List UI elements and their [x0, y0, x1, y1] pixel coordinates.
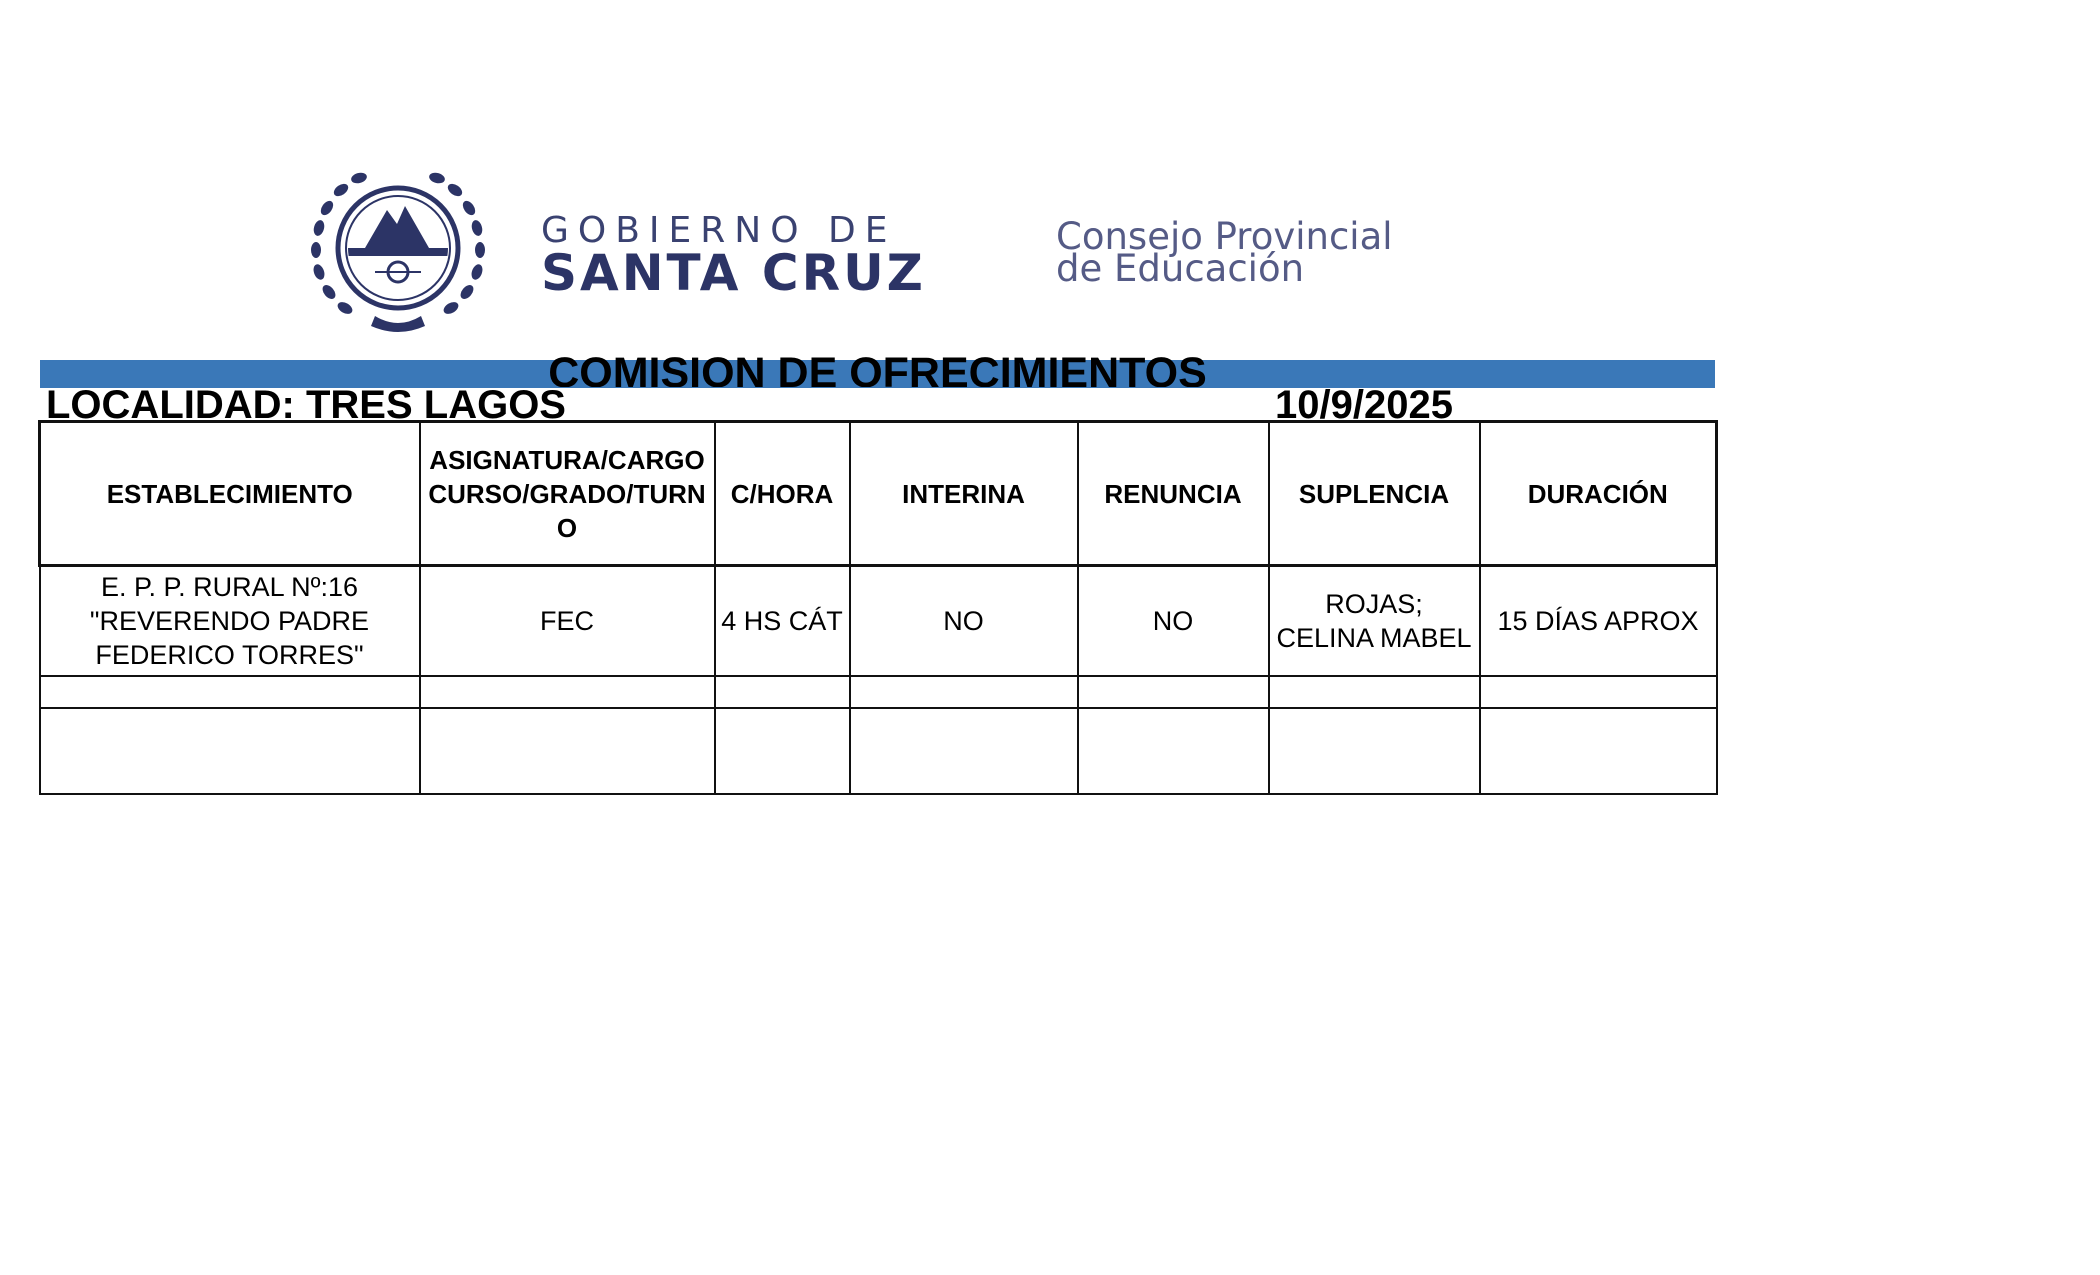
column-header-establecimiento: ESTABLECIMIENTO — [40, 422, 420, 566]
cell-suplencia: ROJAS; CELINA MABEL — [1269, 566, 1480, 676]
table-row — [40, 566, 1717, 676]
offers-table — [38, 420, 1718, 795]
cell-c-hora: 4 HS CÁT — [715, 566, 850, 676]
localidad-label: LOCALIDAD: TRES LAGOS — [46, 383, 566, 427]
government-logo-line2: SANTA CRUZ — [541, 244, 926, 302]
table-row — [40, 708, 1717, 794]
empty-cell — [420, 708, 715, 794]
cell-establecimiento: E. P. P. RURAL Nº:16 "REVERENDO PADRE FEDERICO TORRES" — [40, 566, 420, 676]
empty-cell — [850, 676, 1078, 708]
empty-cell — [715, 708, 850, 794]
date-label: 10/9/2025 — [1275, 383, 1453, 427]
column-header-asignatura: ASIGNATURA/CARGO CURSO/GRADO/TURNO — [420, 422, 715, 566]
empty-cell — [40, 676, 420, 708]
government-logo-line1: GOBIERNO DE — [541, 210, 897, 251]
santa-cruz-coat-of-arms-icon — [305, 168, 491, 332]
cell-asignatura: FEC — [420, 566, 715, 676]
column-header-duracion: DURACIÓN — [1480, 422, 1717, 566]
cell-duracion: 15 DÍAS APROX — [1480, 566, 1717, 676]
table-row — [40, 676, 1717, 708]
empty-cell — [1480, 676, 1717, 708]
page-title: COMISION DE OFRECIMIENTOS — [548, 349, 1207, 387]
column-header-renuncia: RENUNCIA — [1078, 422, 1269, 566]
empty-cell — [1269, 676, 1480, 708]
cell-interina: NO — [850, 566, 1078, 676]
empty-cell — [1078, 676, 1269, 708]
empty-cell — [715, 676, 850, 708]
table-header-row — [40, 422, 1717, 566]
empty-cell — [40, 708, 420, 794]
column-header-suplencia: SUPLENCIA — [1269, 422, 1480, 566]
empty-cell — [1078, 708, 1269, 794]
empty-cell — [1480, 708, 1717, 794]
empty-cell — [1269, 708, 1480, 794]
council-logo-line1: Consejo Provincial — [1056, 215, 1393, 258]
empty-cell — [850, 708, 1078, 794]
column-header-c-hora: C/HORA — [715, 422, 850, 566]
empty-cell — [420, 676, 715, 708]
council-logo-line2: de Educación — [1056, 247, 1305, 290]
cell-renuncia: NO — [1078, 566, 1269, 676]
column-header-interina: INTERINA — [850, 422, 1078, 566]
